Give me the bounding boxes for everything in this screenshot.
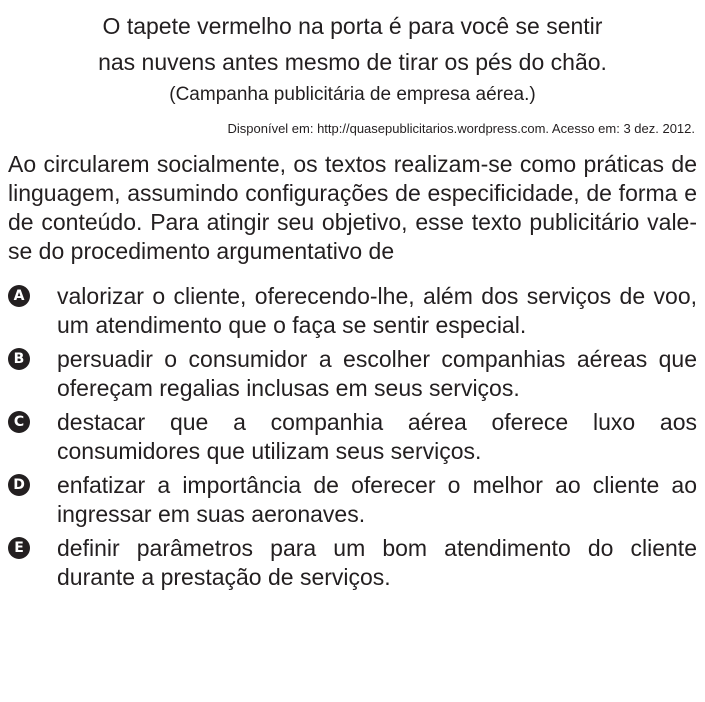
quote-line-2: nas nuvens antes mesmo de tirar os pés do chão. (98, 49, 607, 75)
option-e-text: definir parâmetros para um bom atendimento do cliente durante a prestação de serviços. (57, 535, 697, 590)
quote-line-1: O tapete vermelho na porta é para você se sentir (102, 13, 603, 39)
advertisement-quote (8, 0, 697, 80)
option-a-letter-badge: A (8, 285, 30, 307)
option-e-letter-badge: E (8, 537, 30, 559)
option-c-letter-badge: C (8, 411, 30, 433)
option-a-text: valorizar o cliente, oferecendo-lhe, além dos serviços de voo, um atendimento que o faça se sentir especial. (57, 283, 697, 338)
option-a[interactable] (8, 282, 697, 340)
answer-options (8, 282, 697, 592)
quote-caption: (Campanha publicitária de empresa aérea.) (169, 84, 536, 105)
option-d-text: enfatizar a importância de oferecer o melhor ao cliente ao ingressar em suas aeronaves. (57, 472, 697, 527)
source-citation: Disponível em: http://quasepublicitarios.wordpress.com. Acesso em: 3 dez. 2012. (227, 121, 695, 136)
option-d[interactable] (8, 471, 697, 529)
option-b-text: persuadir o consumidor a escolher companhias aéreas que ofereçam regalias inclusas em seus serviços. (57, 346, 697, 401)
option-e[interactable] (8, 534, 697, 592)
option-c[interactable] (8, 408, 697, 466)
question-prompt: Ao circularem socialmente, os textos realizam-se como práticas de linguagem, assumindo configurações de especificidade, de forma e de conteúdo. Para atingir seu objetivo, esse texto publicitário vale-se do procedimento argumentativo de (8, 151, 697, 264)
option-d-letter-badge: D (8, 474, 30, 496)
option-b[interactable] (8, 345, 697, 403)
option-b-letter-badge: B (8, 348, 30, 370)
option-c-text: destacar que a companhia aérea oferece luxo aos consumidores que utilizam seus serviços. (57, 409, 697, 464)
